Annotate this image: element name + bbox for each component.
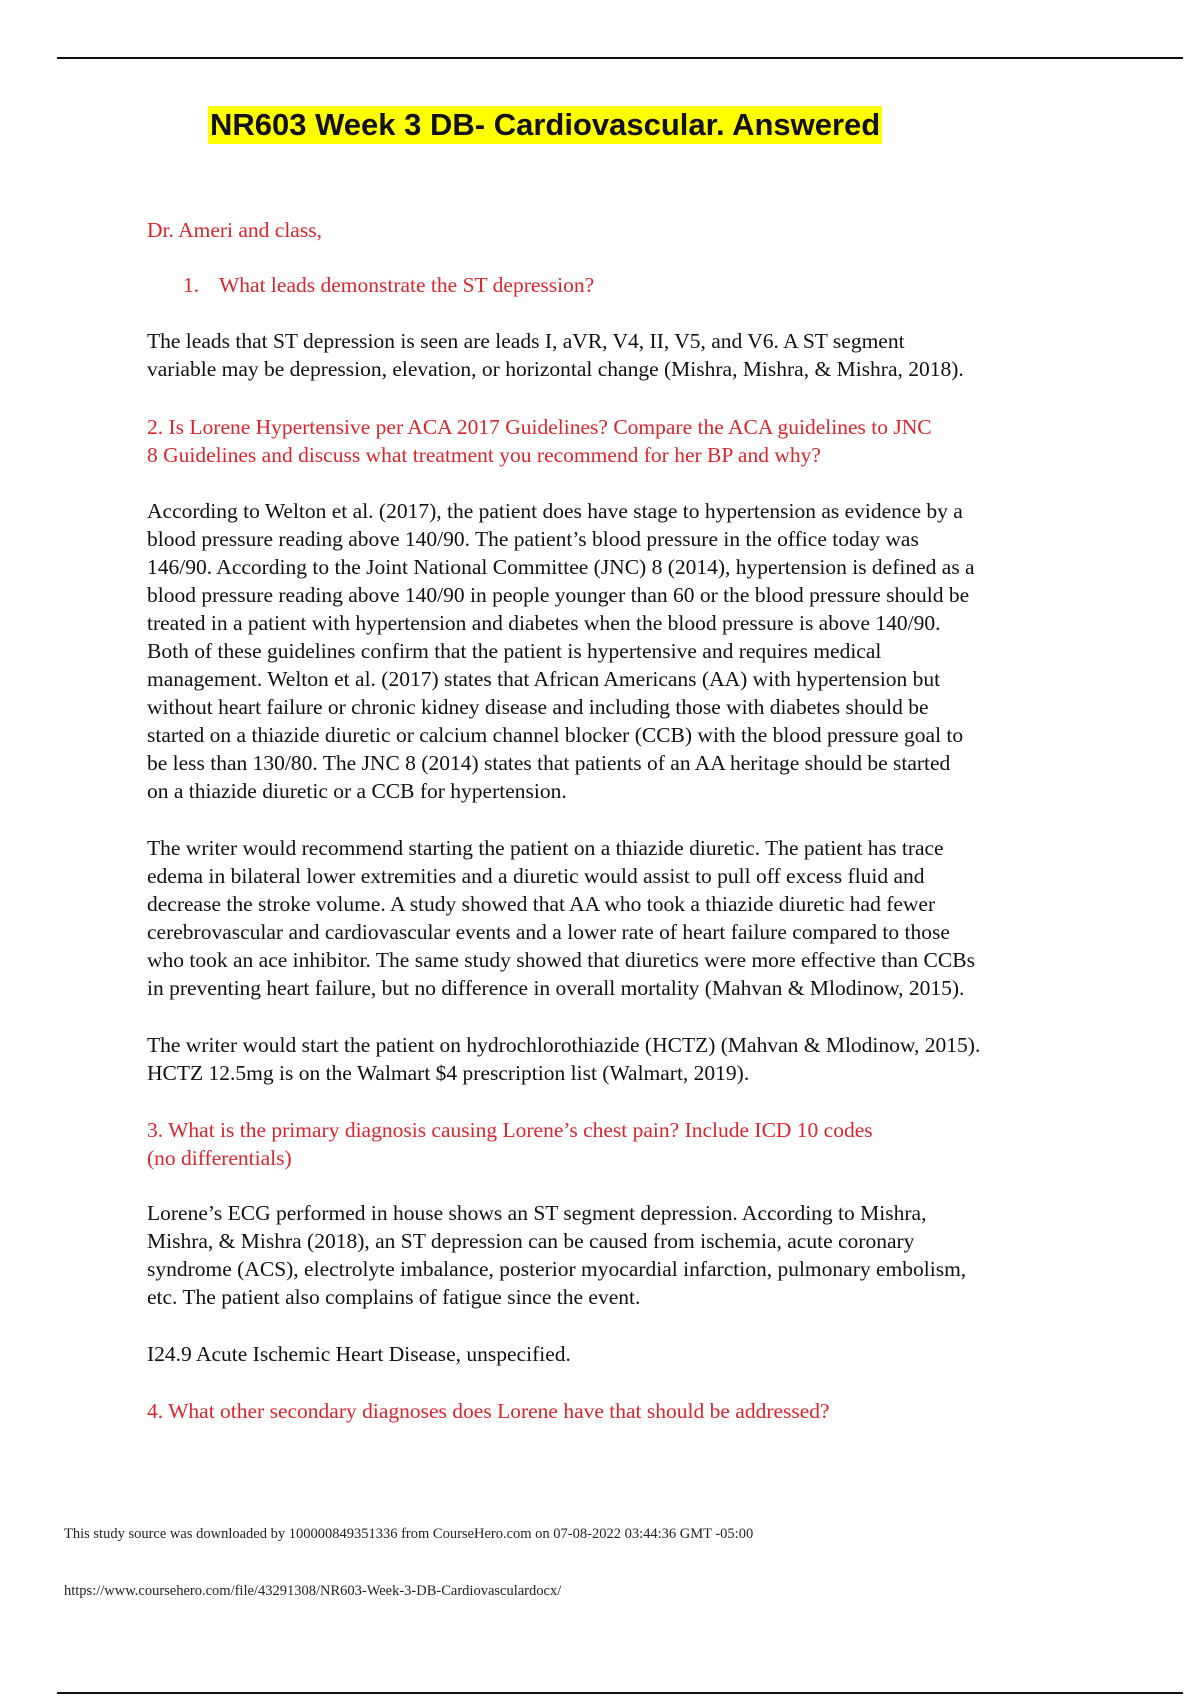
text-line: treated in a patient with hypertension and diabetes when the blood pressure is above 140/90. <box>147 611 941 635</box>
top-rule <box>57 57 1183 59</box>
text-line: variable may be depression, elevation, or horizontal change (Mishra, Mishra, & Mishra, 2018). <box>147 357 964 381</box>
text-line: blood pressure reading above 140/90 in people younger than 60 or the blood pressure should be <box>147 583 970 607</box>
text-line: syndrome (ACS), electrolyte imbalance, posterior myocardial infarction, pulmonary embolism, <box>147 1257 967 1281</box>
text-line: in preventing heart failure, but no difference in overall mortality (Mahvan & Mlodinow, 2015). <box>147 976 965 1000</box>
text-line: cerebrovascular and cardiovascular events and a lower rate of heart failure compared to those <box>147 920 950 944</box>
greeting: Dr. Ameri and class, <box>147 218 322 242</box>
bottom-rule <box>57 1692 1183 1694</box>
text-line: The writer would recommend starting the patient on a thiazide diuretic. The patient has trace <box>147 836 944 860</box>
text-line: The leads that ST depression is seen are leads I, aVR, V4, II, V5, and V6. A ST segment <box>147 329 905 353</box>
text-line: decrease the stroke volume. A study showed that AA who took a thiazide diuretic had fewer <box>147 892 936 916</box>
text-line: started on a thiazide diuretic or calcium channel blocker (CCB) with the blood pressure goal to <box>147 723 964 747</box>
text-line: who took an ace inhibitor. The same study showed that diuretics were more effective than CCBs <box>147 948 975 972</box>
text-line: The writer would start the patient on hydrochlorothiazide (HCTZ) (Mahvan & Mlodinow, 2015). <box>147 1033 981 1057</box>
download-note: This study source was downloaded by 100000849351336 from CourseHero.com on 07-08-2022 03:44:36 GMT -05:00 <box>64 1526 754 1542</box>
question-2 <box>147 413 932 469</box>
text-line: be less than 130/80. The JNC 8 (2014) states that patients of an AA heritage should be started <box>147 751 951 775</box>
question-3 <box>147 1116 873 1172</box>
text-line: etc. The patient also complains of fatigue since the event. <box>147 1285 641 1309</box>
text-line: HCTZ 12.5mg is on the Walmart $4 prescription list (Walmart, 2019). <box>147 1061 750 1085</box>
text-line: I24.9 Acute Ischemic Heart Disease, unspecified. <box>147 1342 571 1366</box>
text-line: (no differentials) <box>147 1146 292 1170</box>
text-line: Mishra, & Mishra (2018), an ST depression can be caused from ischemia, acute coronary <box>147 1229 915 1253</box>
text-line: Both of these guidelines confirm that the patient is hypertensive and requires medical <box>147 639 882 663</box>
answer-2 <box>147 497 975 805</box>
text-line: Lorene’s ECG performed in house shows an ST segment depression. According to Mishra, <box>147 1201 927 1225</box>
icd-code <box>147 1340 571 1368</box>
recommendation <box>147 834 975 1002</box>
text-line: edema in bilateral lower extremities and a diuretic would assist to pull off excess fluid and <box>147 864 925 888</box>
text-line: blood pressure reading above 140/90. The patient’s blood pressure in the office today was <box>147 527 919 551</box>
question-1-text: What leads demonstrate the ST depression? <box>219 273 595 297</box>
text-line: 146/90. According to the Joint National Committee (JNC) 8 (2014), hypertension is defined as a <box>147 555 975 579</box>
medication <box>147 1031 980 1087</box>
answer-1 <box>147 327 964 383</box>
text-line: management. Welton et al. (2017) states that African Americans (AA) with hypertension but <box>147 667 941 691</box>
text-line: According to Welton et al. (2017), the patient does have stage to hypertension as evidence by a <box>147 499 963 523</box>
text-line: without heart failure or chronic kidney disease and including those with diabetes should be <box>147 695 929 719</box>
question-1-number: 1. <box>183 273 200 297</box>
text-line: 3. What is the primary diagnosis causing Lorene’s chest pain? Include ICD 10 codes <box>147 1118 873 1142</box>
question-4 <box>147 1397 830 1425</box>
document-title: NR603 Week 3 DB- Cardiovascular. Answered <box>210 107 881 142</box>
text-line: 2. Is Lorene Hypertensive per ACA 2017 Guidelines? Compare the ACA guidelines to JNC <box>147 415 932 439</box>
answer-3 <box>147 1199 966 1311</box>
source-url[interactable]: https://www.coursehero.com/file/43291308/NR603-Week-3-DB-Cardiovasculardocx/ <box>64 1583 562 1599</box>
text-line: 8 Guidelines and discuss what treatment you recommend for her BP and why? <box>147 443 821 467</box>
text-line: 4. What other secondary diagnoses does Lorene have that should be addressed? <box>147 1399 830 1423</box>
text-line: on a thiazide diuretic or a CCB for hypertension. <box>147 779 567 803</box>
